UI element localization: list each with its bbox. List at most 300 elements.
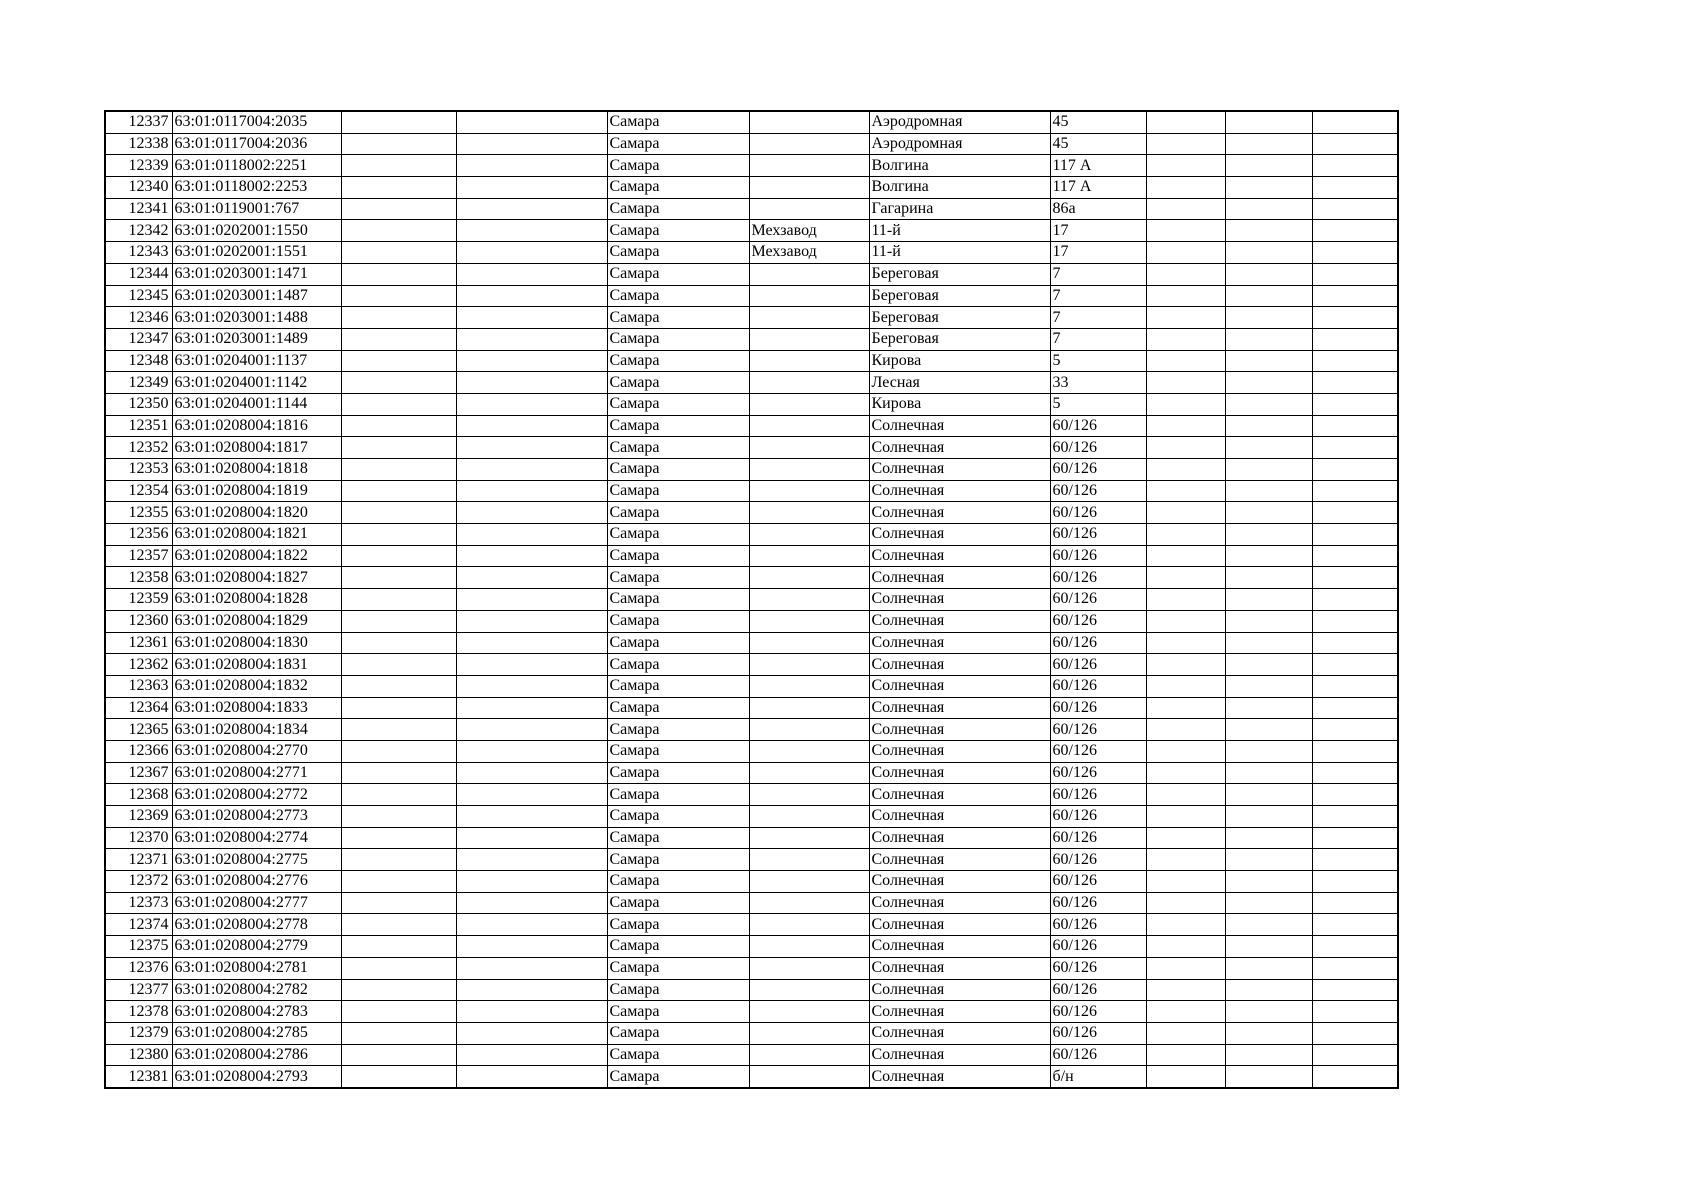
cell-street: Солнечная: [869, 589, 1050, 611]
cell-house: 60/126: [1050, 654, 1146, 676]
cell-empty: [341, 111, 456, 133]
cell-district: [749, 719, 869, 741]
cell-empty: [1225, 871, 1312, 893]
cell-row-number: 12355: [105, 502, 172, 524]
cell-empty: [1146, 957, 1225, 979]
cell-empty: [1312, 502, 1398, 524]
cell-empty: [456, 1066, 607, 1088]
cell-empty: [341, 632, 456, 654]
cell-row-number: 12354: [105, 480, 172, 502]
cell-city: Самара: [607, 957, 749, 979]
table-row: [105, 719, 1398, 741]
cell-row-number: 12377: [105, 979, 172, 1001]
cell-empty: [341, 459, 456, 481]
cell-street: Солнечная: [869, 892, 1050, 914]
cell-house: 60/126: [1050, 892, 1146, 914]
cell-empty: [341, 610, 456, 632]
cell-empty: [1146, 567, 1225, 589]
table-row: [105, 914, 1398, 936]
cell-empty: [1312, 610, 1398, 632]
cell-row-number: 12363: [105, 675, 172, 697]
cell-empty: [1146, 1022, 1225, 1044]
cell-cadastral-number: 63:01:0208004:2771: [172, 762, 341, 784]
cell-house: 60/126: [1050, 610, 1146, 632]
cell-empty: [341, 350, 456, 372]
cell-empty: [1146, 806, 1225, 828]
table-row: [105, 545, 1398, 567]
cell-street: Солнечная: [869, 1066, 1050, 1088]
cell-empty: [1312, 198, 1398, 220]
cell-row-number: 12365: [105, 719, 172, 741]
cell-empty: [341, 328, 456, 350]
cell-house: 5: [1050, 393, 1146, 415]
cell-row-number: 12379: [105, 1022, 172, 1044]
cell-district: [749, 502, 869, 524]
cell-city: Самара: [607, 545, 749, 567]
cell-empty: [1312, 307, 1398, 329]
cell-row-number: 12351: [105, 415, 172, 437]
cell-empty: [1146, 849, 1225, 871]
cell-empty: [1146, 1066, 1225, 1088]
cell-empty: [1146, 502, 1225, 524]
cell-empty: [1146, 914, 1225, 936]
cell-empty: [456, 242, 607, 264]
cell-street: Береговая: [869, 285, 1050, 307]
cell-row-number: 12374: [105, 914, 172, 936]
cell-empty: [1225, 979, 1312, 1001]
cell-empty: [1312, 155, 1398, 177]
cell-empty: [456, 1022, 607, 1044]
cell-empty: [1225, 459, 1312, 481]
cell-cadastral-number: 63:01:0208004:1818: [172, 459, 341, 481]
cell-house: 60/126: [1050, 1022, 1146, 1044]
cell-empty: [1225, 393, 1312, 415]
cell-cadastral-number: 63:01:0208004:2781: [172, 957, 341, 979]
cell-row-number: 12370: [105, 827, 172, 849]
table-row: [105, 979, 1398, 1001]
cell-city: Самара: [607, 567, 749, 589]
cell-empty: [1225, 328, 1312, 350]
cell-district: [749, 675, 869, 697]
cell-empty: [341, 1066, 456, 1088]
cell-street: Солнечная: [869, 654, 1050, 676]
cell-cadastral-number: 63:01:0203001:1489: [172, 328, 341, 350]
table-row: [105, 697, 1398, 719]
cell-empty: [1146, 111, 1225, 133]
cell-district: [749, 155, 869, 177]
cell-city: Самара: [607, 263, 749, 285]
cell-empty: [456, 610, 607, 632]
cell-empty: [341, 307, 456, 329]
cell-empty: [341, 740, 456, 762]
cell-empty: [1312, 762, 1398, 784]
cell-city: Самара: [607, 806, 749, 828]
cell-street: Солнечная: [869, 957, 1050, 979]
cell-empty: [1146, 437, 1225, 459]
cell-empty: [1146, 177, 1225, 199]
cell-cadastral-number: 63:01:0208004:1828: [172, 589, 341, 611]
cell-street: Солнечная: [869, 502, 1050, 524]
cell-street: Кирова: [869, 393, 1050, 415]
cell-empty: [1225, 936, 1312, 958]
cell-empty: [341, 480, 456, 502]
cell-empty: [341, 524, 456, 546]
table-row: [105, 459, 1398, 481]
cell-house: 33: [1050, 372, 1146, 394]
cell-house: 60/126: [1050, 914, 1146, 936]
cell-street: Солнечная: [869, 979, 1050, 1001]
cell-empty: [1312, 740, 1398, 762]
cell-empty: [456, 350, 607, 372]
cell-empty: [1225, 285, 1312, 307]
cell-empty: [1225, 480, 1312, 502]
cell-district: [749, 740, 869, 762]
cell-empty: [1146, 155, 1225, 177]
cell-empty: [1146, 242, 1225, 264]
cell-city: Самара: [607, 892, 749, 914]
cell-city: Самара: [607, 133, 749, 155]
cell-empty: [456, 762, 607, 784]
cell-empty: [1312, 654, 1398, 676]
cell-empty: [341, 697, 456, 719]
cell-empty: [341, 393, 456, 415]
cell-city: Самара: [607, 177, 749, 199]
cell-row-number: 12356: [105, 524, 172, 546]
cell-district: [749, 936, 869, 958]
cell-street: Солнечная: [869, 740, 1050, 762]
table-row: [105, 415, 1398, 437]
cell-district: [749, 133, 869, 155]
cell-empty: [1312, 849, 1398, 871]
cell-empty: [1146, 372, 1225, 394]
cell-empty: [1146, 133, 1225, 155]
table-row: [105, 220, 1398, 242]
cell-empty: [456, 936, 607, 958]
cell-empty: [1312, 675, 1398, 697]
cell-city: Самара: [607, 1044, 749, 1066]
cell-empty: [1225, 242, 1312, 264]
cell-row-number: 12342: [105, 220, 172, 242]
cell-empty: [1225, 350, 1312, 372]
cell-empty: [341, 654, 456, 676]
table-row: [105, 567, 1398, 589]
cell-city: Самара: [607, 1022, 749, 1044]
cell-house: 60/126: [1050, 415, 1146, 437]
cell-empty: [1312, 480, 1398, 502]
cell-cadastral-number: 63:01:0208004:2793: [172, 1066, 341, 1088]
cell-empty: [1312, 957, 1398, 979]
cell-city: Самара: [607, 198, 749, 220]
cell-house: 60/126: [1050, 697, 1146, 719]
cell-row-number: 12360: [105, 610, 172, 632]
cell-empty: [1146, 719, 1225, 741]
cell-empty: [341, 936, 456, 958]
cell-city: Самара: [607, 632, 749, 654]
cell-empty: [1225, 133, 1312, 155]
cell-empty: [1225, 675, 1312, 697]
cell-cadastral-number: 63:01:0208004:2772: [172, 784, 341, 806]
cell-empty: [1312, 914, 1398, 936]
cell-cadastral-number: 63:01:0208004:1827: [172, 567, 341, 589]
cell-empty: [341, 263, 456, 285]
cell-empty: [1225, 784, 1312, 806]
cell-row-number: 12368: [105, 784, 172, 806]
cell-district: [749, 111, 869, 133]
cell-empty: [1312, 1066, 1398, 1088]
table-body: [105, 111, 1398, 1088]
cell-empty: [1312, 220, 1398, 242]
cell-district: [749, 393, 869, 415]
cell-empty: [456, 914, 607, 936]
table-row: [105, 155, 1398, 177]
cell-street: 11-й: [869, 242, 1050, 264]
cell-empty: [1312, 589, 1398, 611]
cell-empty: [456, 285, 607, 307]
cell-empty: [341, 437, 456, 459]
cell-empty: [1312, 524, 1398, 546]
cell-empty: [456, 632, 607, 654]
cell-empty: [1225, 892, 1312, 914]
table-row: [105, 198, 1398, 220]
cell-empty: [1312, 285, 1398, 307]
cell-empty: [341, 827, 456, 849]
cell-street: 11-й: [869, 220, 1050, 242]
cell-city: Самара: [607, 350, 749, 372]
table-row: [105, 1022, 1398, 1044]
table-row: [105, 589, 1398, 611]
cell-empty: [1146, 459, 1225, 481]
cell-district: [749, 914, 869, 936]
cell-empty: [456, 198, 607, 220]
table-row: [105, 827, 1398, 849]
cell-row-number: 12339: [105, 155, 172, 177]
cell-district: [749, 784, 869, 806]
cell-empty: [341, 177, 456, 199]
cell-empty: [341, 589, 456, 611]
cell-row-number: 12341: [105, 198, 172, 220]
cell-house: 60/126: [1050, 502, 1146, 524]
cell-empty: [456, 740, 607, 762]
cell-empty: [341, 155, 456, 177]
cell-empty: [456, 1044, 607, 1066]
cell-house: б/н: [1050, 1066, 1146, 1088]
cell-row-number: 12357: [105, 545, 172, 567]
cell-empty: [341, 806, 456, 828]
cell-cadastral-number: 63:01:0208004:1829: [172, 610, 341, 632]
cell-city: Самара: [607, 914, 749, 936]
cell-street: Кирова: [869, 350, 1050, 372]
cell-district: [749, 957, 869, 979]
cell-empty: [1146, 1001, 1225, 1023]
cell-district: [749, 480, 869, 502]
cell-cadastral-number: 63:01:0208004:1821: [172, 524, 341, 546]
cell-empty: [1146, 307, 1225, 329]
cell-empty: [1146, 285, 1225, 307]
cell-cadastral-number: 63:01:0208004:2774: [172, 827, 341, 849]
table-row: [105, 1066, 1398, 1088]
cell-empty: [456, 524, 607, 546]
cell-cadastral-number: 63:01:0208004:1831: [172, 654, 341, 676]
cell-empty: [1225, 806, 1312, 828]
cell-cadastral-number: 63:01:0208004:1832: [172, 675, 341, 697]
cell-empty: [1146, 675, 1225, 697]
cell-street: Солнечная: [869, 914, 1050, 936]
cell-city: Самара: [607, 524, 749, 546]
cell-district: [749, 524, 869, 546]
cell-empty: [341, 784, 456, 806]
cell-empty: [1225, 1044, 1312, 1066]
cell-empty: [456, 979, 607, 1001]
cell-street: Солнечная: [869, 936, 1050, 958]
cell-row-number: 12372: [105, 871, 172, 893]
cell-house: 60/126: [1050, 979, 1146, 1001]
table-row: [105, 784, 1398, 806]
cell-row-number: 12346: [105, 307, 172, 329]
cell-empty: [341, 415, 456, 437]
cell-city: Самара: [607, 827, 749, 849]
table-row: [105, 806, 1398, 828]
cell-row-number: 12359: [105, 589, 172, 611]
cell-row-number: 12340: [105, 177, 172, 199]
cell-house: 60/126: [1050, 871, 1146, 893]
cell-empty: [341, 133, 456, 155]
cell-empty: [1312, 111, 1398, 133]
cell-street: Солнечная: [869, 480, 1050, 502]
cell-district: [749, 263, 869, 285]
cell-street: Аэродромная: [869, 133, 1050, 155]
cell-district: [749, 198, 869, 220]
cell-city: Самара: [607, 979, 749, 1001]
cell-empty: [456, 849, 607, 871]
cell-empty: [1225, 719, 1312, 741]
cell-empty: [456, 328, 607, 350]
table-row: [105, 372, 1398, 394]
cell-cadastral-number: 63:01:0203001:1471: [172, 263, 341, 285]
cell-empty: [456, 567, 607, 589]
cell-empty: [341, 957, 456, 979]
cell-empty: [1146, 610, 1225, 632]
cell-empty: [1146, 220, 1225, 242]
cell-city: Самара: [607, 936, 749, 958]
cell-street: Лесная: [869, 372, 1050, 394]
cell-empty: [1146, 827, 1225, 849]
cell-city: Самара: [607, 871, 749, 893]
cell-city: Самара: [607, 242, 749, 264]
cell-empty: [456, 263, 607, 285]
cell-district: [749, 1001, 869, 1023]
cell-row-number: 12347: [105, 328, 172, 350]
cell-empty: [1146, 979, 1225, 1001]
cell-row-number: 12361: [105, 632, 172, 654]
cell-empty: [341, 502, 456, 524]
cell-cadastral-number: 63:01:0208004:2770: [172, 740, 341, 762]
cell-row-number: 12353: [105, 459, 172, 481]
cell-empty: [341, 871, 456, 893]
cell-empty: [1312, 632, 1398, 654]
cell-empty: [1146, 589, 1225, 611]
cell-district: [749, 827, 869, 849]
cell-empty: [1225, 827, 1312, 849]
cell-row-number: 12380: [105, 1044, 172, 1066]
cell-empty: [456, 719, 607, 741]
cell-empty: [1146, 762, 1225, 784]
table-row: [105, 328, 1398, 350]
cell-cadastral-number: 63:01:0202001:1550: [172, 220, 341, 242]
cell-street: Солнечная: [869, 871, 1050, 893]
cell-row-number: 12344: [105, 263, 172, 285]
cell-empty: [1225, 654, 1312, 676]
cell-house: 117 А: [1050, 177, 1146, 199]
cell-empty: [341, 567, 456, 589]
cell-empty: [456, 155, 607, 177]
cell-empty: [1225, 177, 1312, 199]
cell-empty: [1312, 936, 1398, 958]
cell-empty: [341, 545, 456, 567]
table-row: [105, 350, 1398, 372]
cell-cadastral-number: 63:01:0208004:1817: [172, 437, 341, 459]
cell-row-number: 12343: [105, 242, 172, 264]
cell-district: [749, 415, 869, 437]
cell-empty: [456, 957, 607, 979]
cell-empty: [1146, 393, 1225, 415]
cell-house: 60/126: [1050, 957, 1146, 979]
cell-empty: [1225, 372, 1312, 394]
cell-empty: [1146, 654, 1225, 676]
cell-empty: [341, 372, 456, 394]
cell-empty: [341, 979, 456, 1001]
cell-row-number: 12369: [105, 806, 172, 828]
cell-street: Солнечная: [869, 545, 1050, 567]
cell-empty: [341, 892, 456, 914]
cell-cadastral-number: 63:01:0208004:2776: [172, 871, 341, 893]
cell-district: [749, 545, 869, 567]
cell-house: 60/126: [1050, 459, 1146, 481]
cell-row-number: 12376: [105, 957, 172, 979]
cell-city: Самара: [607, 1066, 749, 1088]
cell-cadastral-number: 63:01:0208004:2779: [172, 936, 341, 958]
cell-empty: [1312, 437, 1398, 459]
cell-district: Мехзавод: [749, 242, 869, 264]
cell-empty: [1225, 111, 1312, 133]
cell-house: 7: [1050, 328, 1146, 350]
cell-empty: [1312, 328, 1398, 350]
cell-empty: [1146, 1044, 1225, 1066]
cell-empty: [1225, 545, 1312, 567]
cell-house: 45: [1050, 133, 1146, 155]
cell-empty: [1146, 350, 1225, 372]
cell-row-number: 12358: [105, 567, 172, 589]
cell-house: 60/126: [1050, 806, 1146, 828]
cell-house: 60/126: [1050, 936, 1146, 958]
cell-empty: [456, 177, 607, 199]
cell-empty: [456, 871, 607, 893]
cell-empty: [1146, 697, 1225, 719]
table-row: [105, 849, 1398, 871]
cell-city: Самара: [607, 675, 749, 697]
cell-city: Самара: [607, 849, 749, 871]
cell-cadastral-number: 63:01:0208004:1819: [172, 480, 341, 502]
cell-district: [749, 567, 869, 589]
cell-cadastral-number: 63:01:0208004:2783: [172, 1001, 341, 1023]
table-row: [105, 524, 1398, 546]
cell-row-number: 12371: [105, 849, 172, 871]
table-row: [105, 610, 1398, 632]
cell-empty: [1225, 437, 1312, 459]
property-registry-table: [104, 110, 1399, 1089]
cell-district: [749, 979, 869, 1001]
cell-empty: [1146, 328, 1225, 350]
cell-city: Самара: [607, 719, 749, 741]
